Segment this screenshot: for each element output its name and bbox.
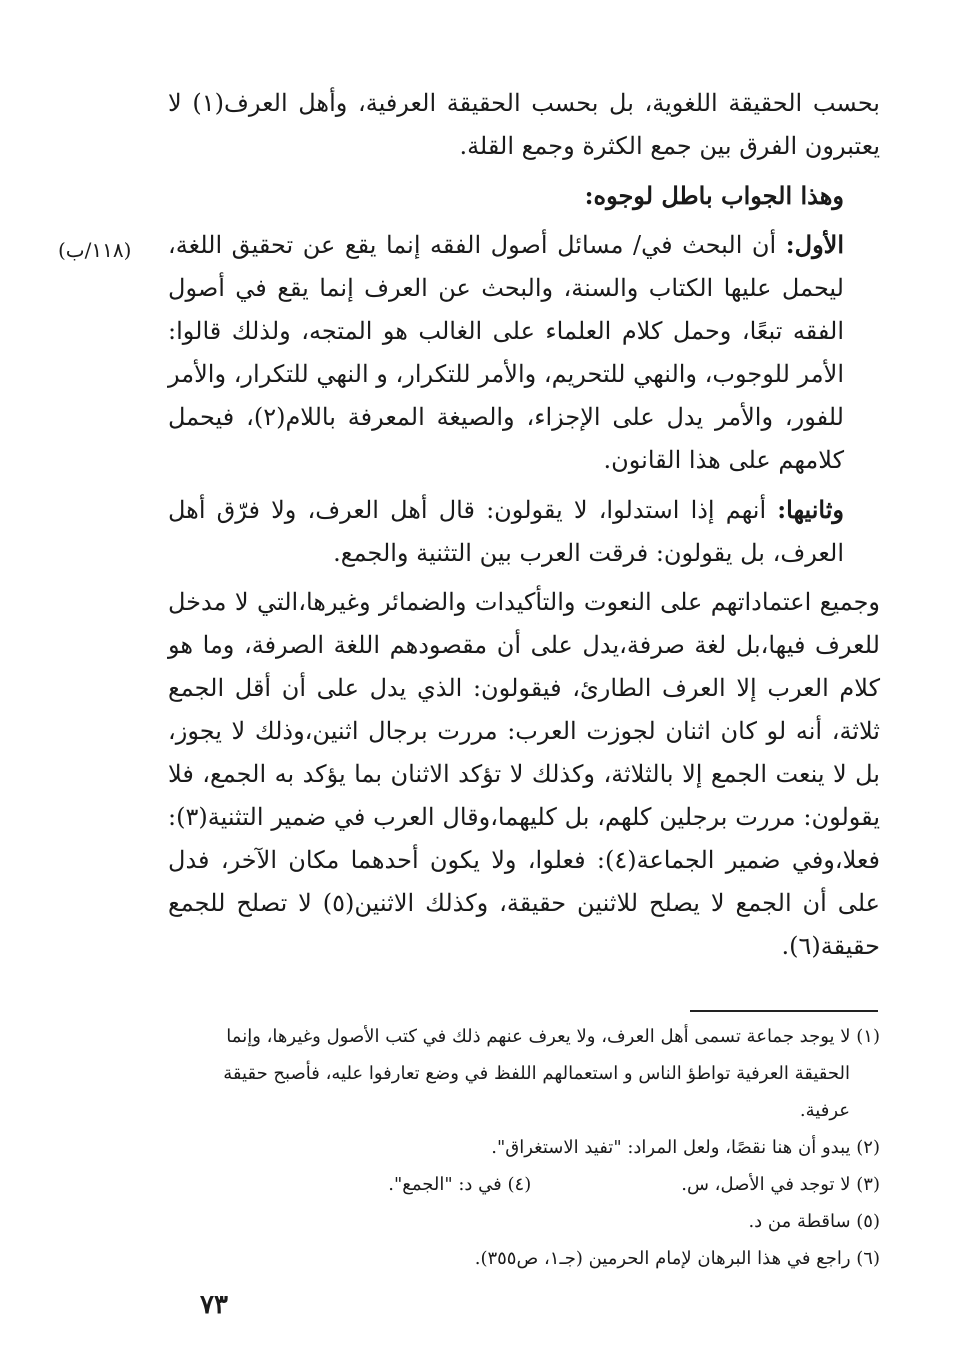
main-text: [168, 82, 880, 968]
paragraph-4: [168, 488, 880, 575]
paragraph-5: وجميع اعتماداتهم على النعوت والتأكيدات والضمائر وغيرها،التي لا مدخل للعرف فيها،بل لغة صرفة،يدل على أن مقصودهم اللغة الصرفة، وما هو كلام العرب إلا العرف الطارئ، فيقولون: الذي يدل على أن أقل الجمع ثلاثة، أنه لو كان اثنان لجوزت العرب: مررت برجال اثنين،وذلك لا يجوز، بل لا ينعت الجمع إلا بالثلاثة، وكذلك لا تؤكد الاثنان بما يؤكد به الجمع، فلا يقولون: مررت برجلين كلهم، بل كليهما،وقال العرب في ضمير التثنية(٣): فعلا،وفي ضمير الجماعة(٤): فعلوا، ولا يكون أحدهما مكان الآخر، فدل على أن الجمع لا يصلح للاثنين حقيقة، وكذلك الاثنين(٥) لا تصلح للجمع حقيقة(٦).: [168, 588, 881, 960]
paragraph-3: [168, 223, 880, 482]
footnote-1-continuation: الحقيقة العرفية تواطؤ الناس و استعمالهم اللفظ في وضع تعارفوا عليه، فأصبح حقيقة: [223, 1063, 850, 1084]
paragraph-3-body: أن البحث في/ مسائل أصول الفقه إنما يقع عن تحقيق اللغة، ليحمل عليها الكتاب والسنة، والبحث عن العرف إنما يقع في أصول الفقه تبعًا، وحمل كلام العلماء على الغالب هو المتجه، ولذلك قالوا: الأمر للوجوب، والنهي للتحريم، والأمر للتكرار، و النهي للتكرار، والأمر للفور، والأمر يدل على الإجزاء، والصيغة المعرفة باللام(٢)، فيحمل كلامهم على هذا القانون.: [168, 231, 844, 474]
footnote-5: (٥) ساقطة من د.: [748, 1211, 880, 1232]
margin-folio-reference: (١١٨/ب): [58, 238, 132, 262]
paragraph-1: بحسب الحقيقة اللغوية، بل بحسب الحقيقة العرفية، وأهل العرف(١) لا يعتبرون الفرق بين جمع الكثرة وجمع القلة.: [168, 89, 880, 160]
footnote-4: (٤) في د: "الجمع".: [388, 1174, 532, 1195]
footnote-3: (٣) لا توجد في الأصل، س.: [681, 1174, 880, 1195]
footnote-6: (٦) راجع في هذا البرهان لإمام الحرمين (جـ١، ص٣٥٥).: [474, 1248, 880, 1269]
footnotes: [168, 1018, 880, 1277]
footnote-1: (١) لا يوجد جماعة تسمى أهل العرف، ولا يعرف عنهم ذلك في كتب الأصول وغيرها، وإنما: [226, 1026, 880, 1047]
footnote-separator: [690, 1010, 878, 1012]
page-number: ٧٣: [200, 1290, 228, 1320]
footnote-row-3-4: [168, 1166, 880, 1203]
footnote-1-continuation-2: عرفية.: [799, 1100, 850, 1121]
paragraph-4-body: أنهم إذا استدلوا، لا يقولون: قال أهل العرف، ولا فرّق أهل العرف، بل يقولون: فرقت العرب بين التثنية والجمع.: [168, 496, 844, 567]
paragraph-3-lead: الأول:: [785, 230, 845, 259]
paragraph-2: وهذا الجواب باطل لوجوه:: [584, 181, 844, 210]
footnote-2: (٢) يبدو أن هنا نقصًا، ولعل المراد: "تفيد الاستغراق".: [491, 1137, 880, 1158]
paragraph-4-lead: وثانيها:: [777, 495, 845, 524]
